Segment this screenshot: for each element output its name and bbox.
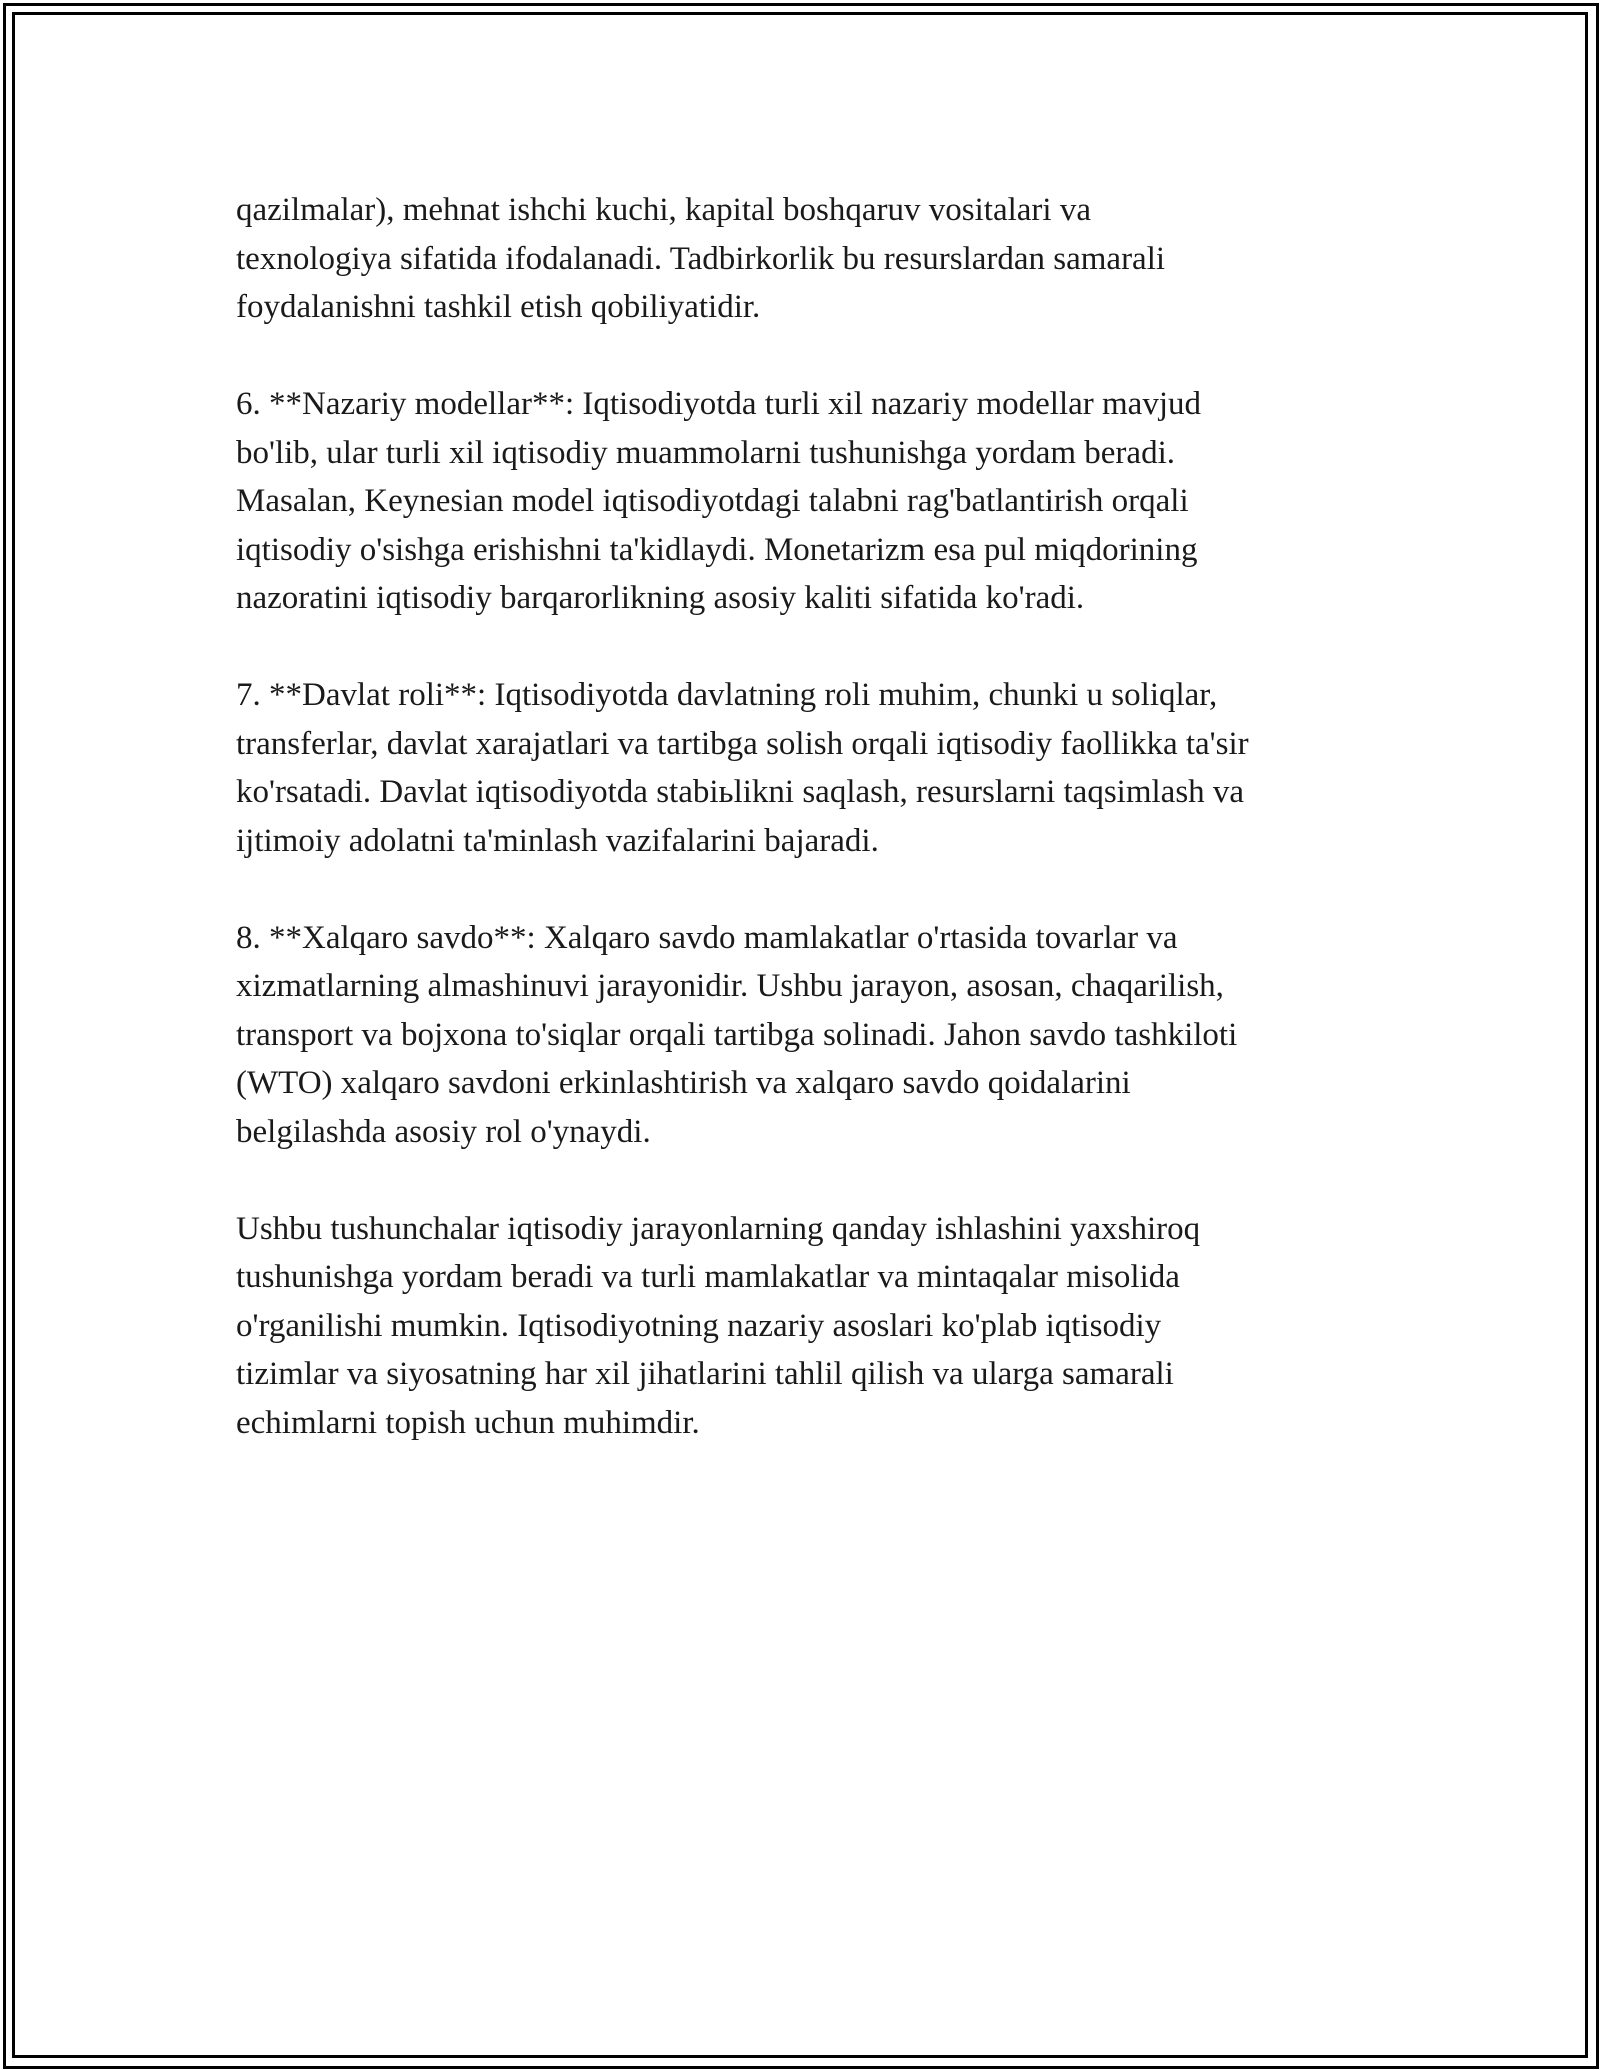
paragraph-international-trade: 8. **Xalqaro savdo**: Xalqaro savdo mamlakatlar o'rtasida tovarlar va xizmatlarning almashinuvi jarayonidir. Ushbu jarayon, asosan, chaqarilish, transport va bojxona to'siqlar orqali tartibga solinadi. Jahon savdo tashkiloti (WTO) xalqaro savdoni erkinlashtirish va xalqaro savdo qoidalarini belgilashda asosiy rol o'ynaydi. (236, 919, 1238, 1150)
paragraph-resources: qazilmalar), mehnat ishchi kuchi, kapital boshqaruv vositalari va texnologiya sifatida ifodalanadi. Tadbirkorlik bu resurslardan samarali foydalanishni tashkil etish qobiliyatidir. (236, 192, 1166, 325)
document-body (236, 186, 1416, 1496)
paragraph-role-of-state: 7. **Davlat roli**: Iqtisodiyotda davlatning roli muhim, chunki u soliqlar, transferlar, davlat xarajatlari va tartibga solish orqali iqtisodiy faollikka ta'sir ko'rsatadi. Davlat iqtisodiyotda stabiьlikni saqlash, resurslarni taqsimlash va ijtimoiy adolatni ta'minlash vazifalarini bajaradi. (236, 677, 1249, 859)
paragraph-theoretical-models: 6. **Nazariy modellar**: Iqtisodiyotda turli xil nazariy modellar mavjud bo'lib, ular turli xil iqtisodiy muammolarni tushunishga yordam beradi. Masalan, Keynesian model iqtisodiyotdagi talabni rag'batlantirish orqali iqtisodiy o'sishga erishishni ta'kidlaydi. Monetarizm esa pul miqdorining nazoratini iqtisodiy barqarorlikning asosiy kaliti sifatida ko'radi. (236, 386, 1201, 616)
paragraph-conclusion: Ushbu tushunchalar iqtisodiy jarayonlarning qanday ishlashini yaxshiroq tushunishga yordam beradi va turli mamlakatlar va mintaqalar misolida o'rganilishi mumkin. Iqtisodiyotning nazariy asoslari ko'plab iqtisodiy tizimlar va siyosatning har xil jihatlarini tahlil qilish va ularga samarali echimlarni topish uchun muhimdir. (236, 1210, 1201, 1441)
